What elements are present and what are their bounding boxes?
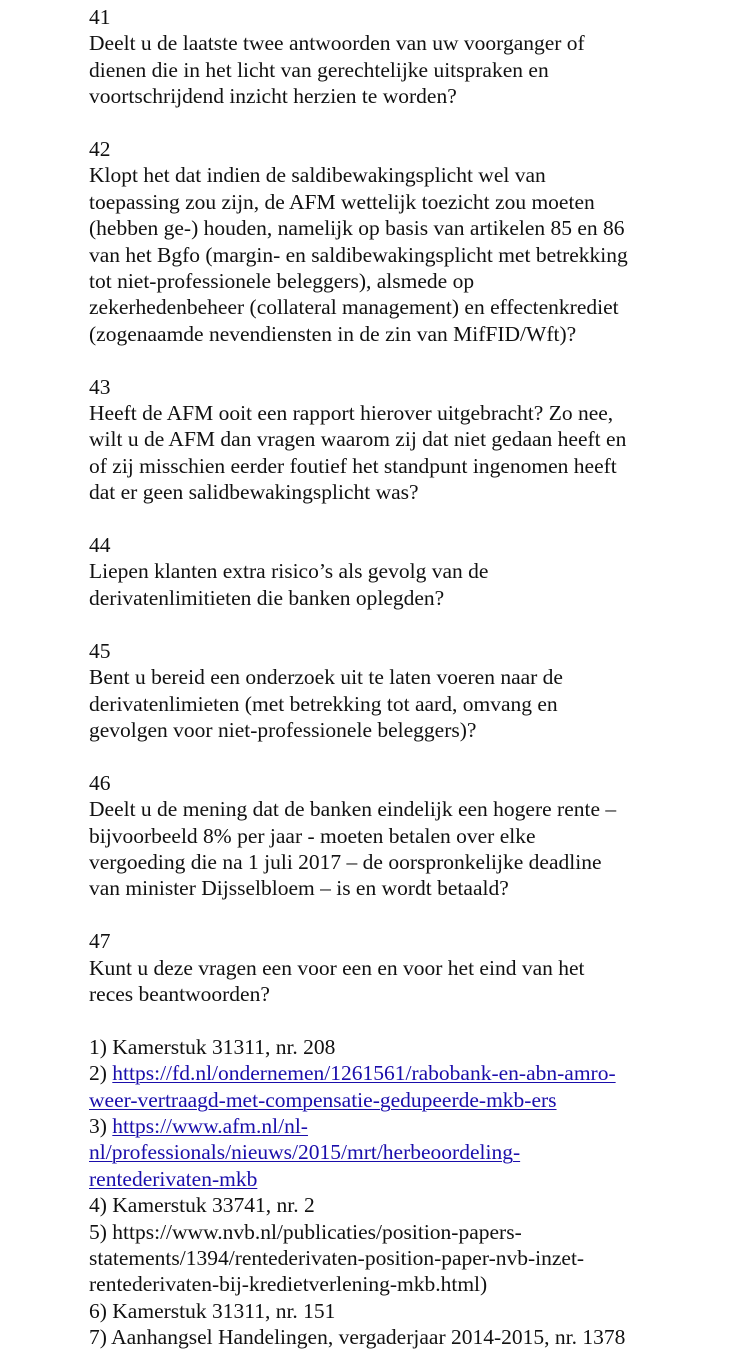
question-text-line: of zij misschien eerder foutief het standpunt ingenomen heeft — [89, 453, 617, 478]
reference-4: 4) Kamerstuk 33741, nr. 2 — [89, 1193, 315, 1218]
question-43 — [89, 374, 729, 506]
question-text-line: (hebben ge-) houden, namelijk op basis van artikelen 85 en 86 — [89, 216, 625, 241]
question-text-line: derivatenlimitieten die banken oplegden? — [89, 585, 445, 610]
question-text-line: (zogenaamde nevendiensten in de zin van MifFID/Wft)? — [89, 321, 577, 346]
reference-3-link-continued-2[interactable]: rentederivaten-mkb — [89, 1166, 258, 1191]
reference-2-link-continued[interactable]: weer-vertraagd-met-compensatie-gedupeerde-mkb-ers — [89, 1087, 557, 1112]
question-number: 46 — [89, 770, 111, 795]
question-text-line: zekerhedenbeheer (collateral management) en effectenkrediet — [89, 295, 619, 320]
reference-7-partial: 7) Aanhangsel Handelingen, vergaderjaar 2014-2015, nr. 1378 — [89, 1325, 626, 1350]
question-text-line: wilt u de AFM dan vragen waarom zij dat niet gedaan heeft en — [89, 427, 627, 452]
reference-2-link[interactable]: https://fd.nl/ondernemen/1261561/rabobank-en-abn-amro- — [112, 1061, 616, 1086]
question-text-line: vergoeding die na 1 juli 2017 – de oorspronkelijke deadline — [89, 849, 602, 874]
question-number: 42 — [89, 137, 111, 162]
question-47 — [89, 928, 729, 1007]
question-text-line: reces beantwoorden? — [89, 981, 270, 1006]
reference-3-continued-2 — [89, 1166, 729, 1192]
question-text-line: dat er geen salidbewakingsplicht was? — [89, 480, 419, 505]
reference-3 — [89, 1113, 729, 1139]
question-text-line: tot niet-professionele beleggers), alsmede op — [89, 269, 475, 294]
question-number: 44 — [89, 533, 111, 558]
reference-5-continued: statements/1394/rentederivaten-position-paper-nvb-inzet- — [89, 1245, 585, 1270]
reference-2-prefix: 2) — [89, 1061, 113, 1086]
question-text-line: Deelt u de mening dat de banken eindelijk een hogere rente – — [89, 797, 617, 822]
question-text-line: voortschrijdend inzicht herzien te worden? — [89, 84, 457, 109]
question-number: 41 — [89, 5, 111, 29]
question-text-line: gevolgen voor niet-professionele beleggers)? — [89, 717, 477, 742]
reference-2-continued — [89, 1087, 729, 1113]
reference-1: 1) Kamerstuk 31311, nr. 208 — [89, 1034, 336, 1059]
question-text-line: Deelt u de laatste twee antwoorden van uw voorganger of — [89, 31, 585, 56]
question-text-line: bijvoorbeeld 8% per jaar - moeten betalen over elke — [89, 823, 536, 848]
question-text-line: Liepen klanten extra risico’s als gevolg van de — [89, 559, 489, 584]
document-page — [89, 4, 729, 1351]
question-text-line: Heeft de AFM ooit een rapport hierover uitgebracht? Zo nee, — [89, 401, 614, 426]
question-text-line: dienen die in het licht van gerechtelijke uitspraken en — [89, 57, 549, 82]
question-number: 47 — [89, 929, 111, 954]
question-text-line: van minister Dijsselbloem – is en wordt betaald? — [89, 876, 509, 901]
reference-6: 6) Kamerstuk 31311, nr. 151 — [89, 1298, 336, 1323]
reference-3-continued — [89, 1139, 729, 1165]
question-46 — [89, 770, 729, 902]
reference-3-prefix: 3) — [89, 1113, 113, 1138]
reference-2 — [89, 1060, 729, 1086]
question-text-line: derivatenlimieten (met betrekking tot aard, omvang en — [89, 691, 558, 716]
question-number: 43 — [89, 374, 111, 399]
question-text-line: Klopt het dat indien de saldibewakingsplicht wel van — [89, 163, 546, 188]
question-text-line: toepassing zou zijn, de AFM wettelijk toezicht zou moeten — [89, 189, 595, 214]
question-42 — [89, 136, 729, 347]
question-text-line: Bent u bereid een onderzoek uit te laten voeren naar de — [89, 665, 563, 690]
reference-3-link[interactable]: https://www.afm.nl/nl- — [112, 1113, 308, 1138]
reference-5-continued-2: rentederivaten-bij-kredietverlening-mkb.html) — [89, 1272, 488, 1297]
reference-3-link-continued[interactable]: nl/professionals/nieuws/2015/mrt/herbeoordeling- — [89, 1140, 521, 1165]
question-41 — [89, 4, 729, 110]
question-44 — [89, 532, 729, 611]
question-number: 45 — [89, 638, 111, 663]
question-text-line: Kunt u deze vragen een voor een en voor het eind van het — [89, 955, 585, 980]
references-list — [89, 1034, 729, 1351]
reference-5: 5) https://www.nvb.nl/publicaties/position-papers- — [89, 1219, 522, 1244]
question-text-line: van het Bgfo (margin- en saldibewakingsplicht met betrekking — [89, 242, 628, 267]
question-45 — [89, 638, 729, 744]
